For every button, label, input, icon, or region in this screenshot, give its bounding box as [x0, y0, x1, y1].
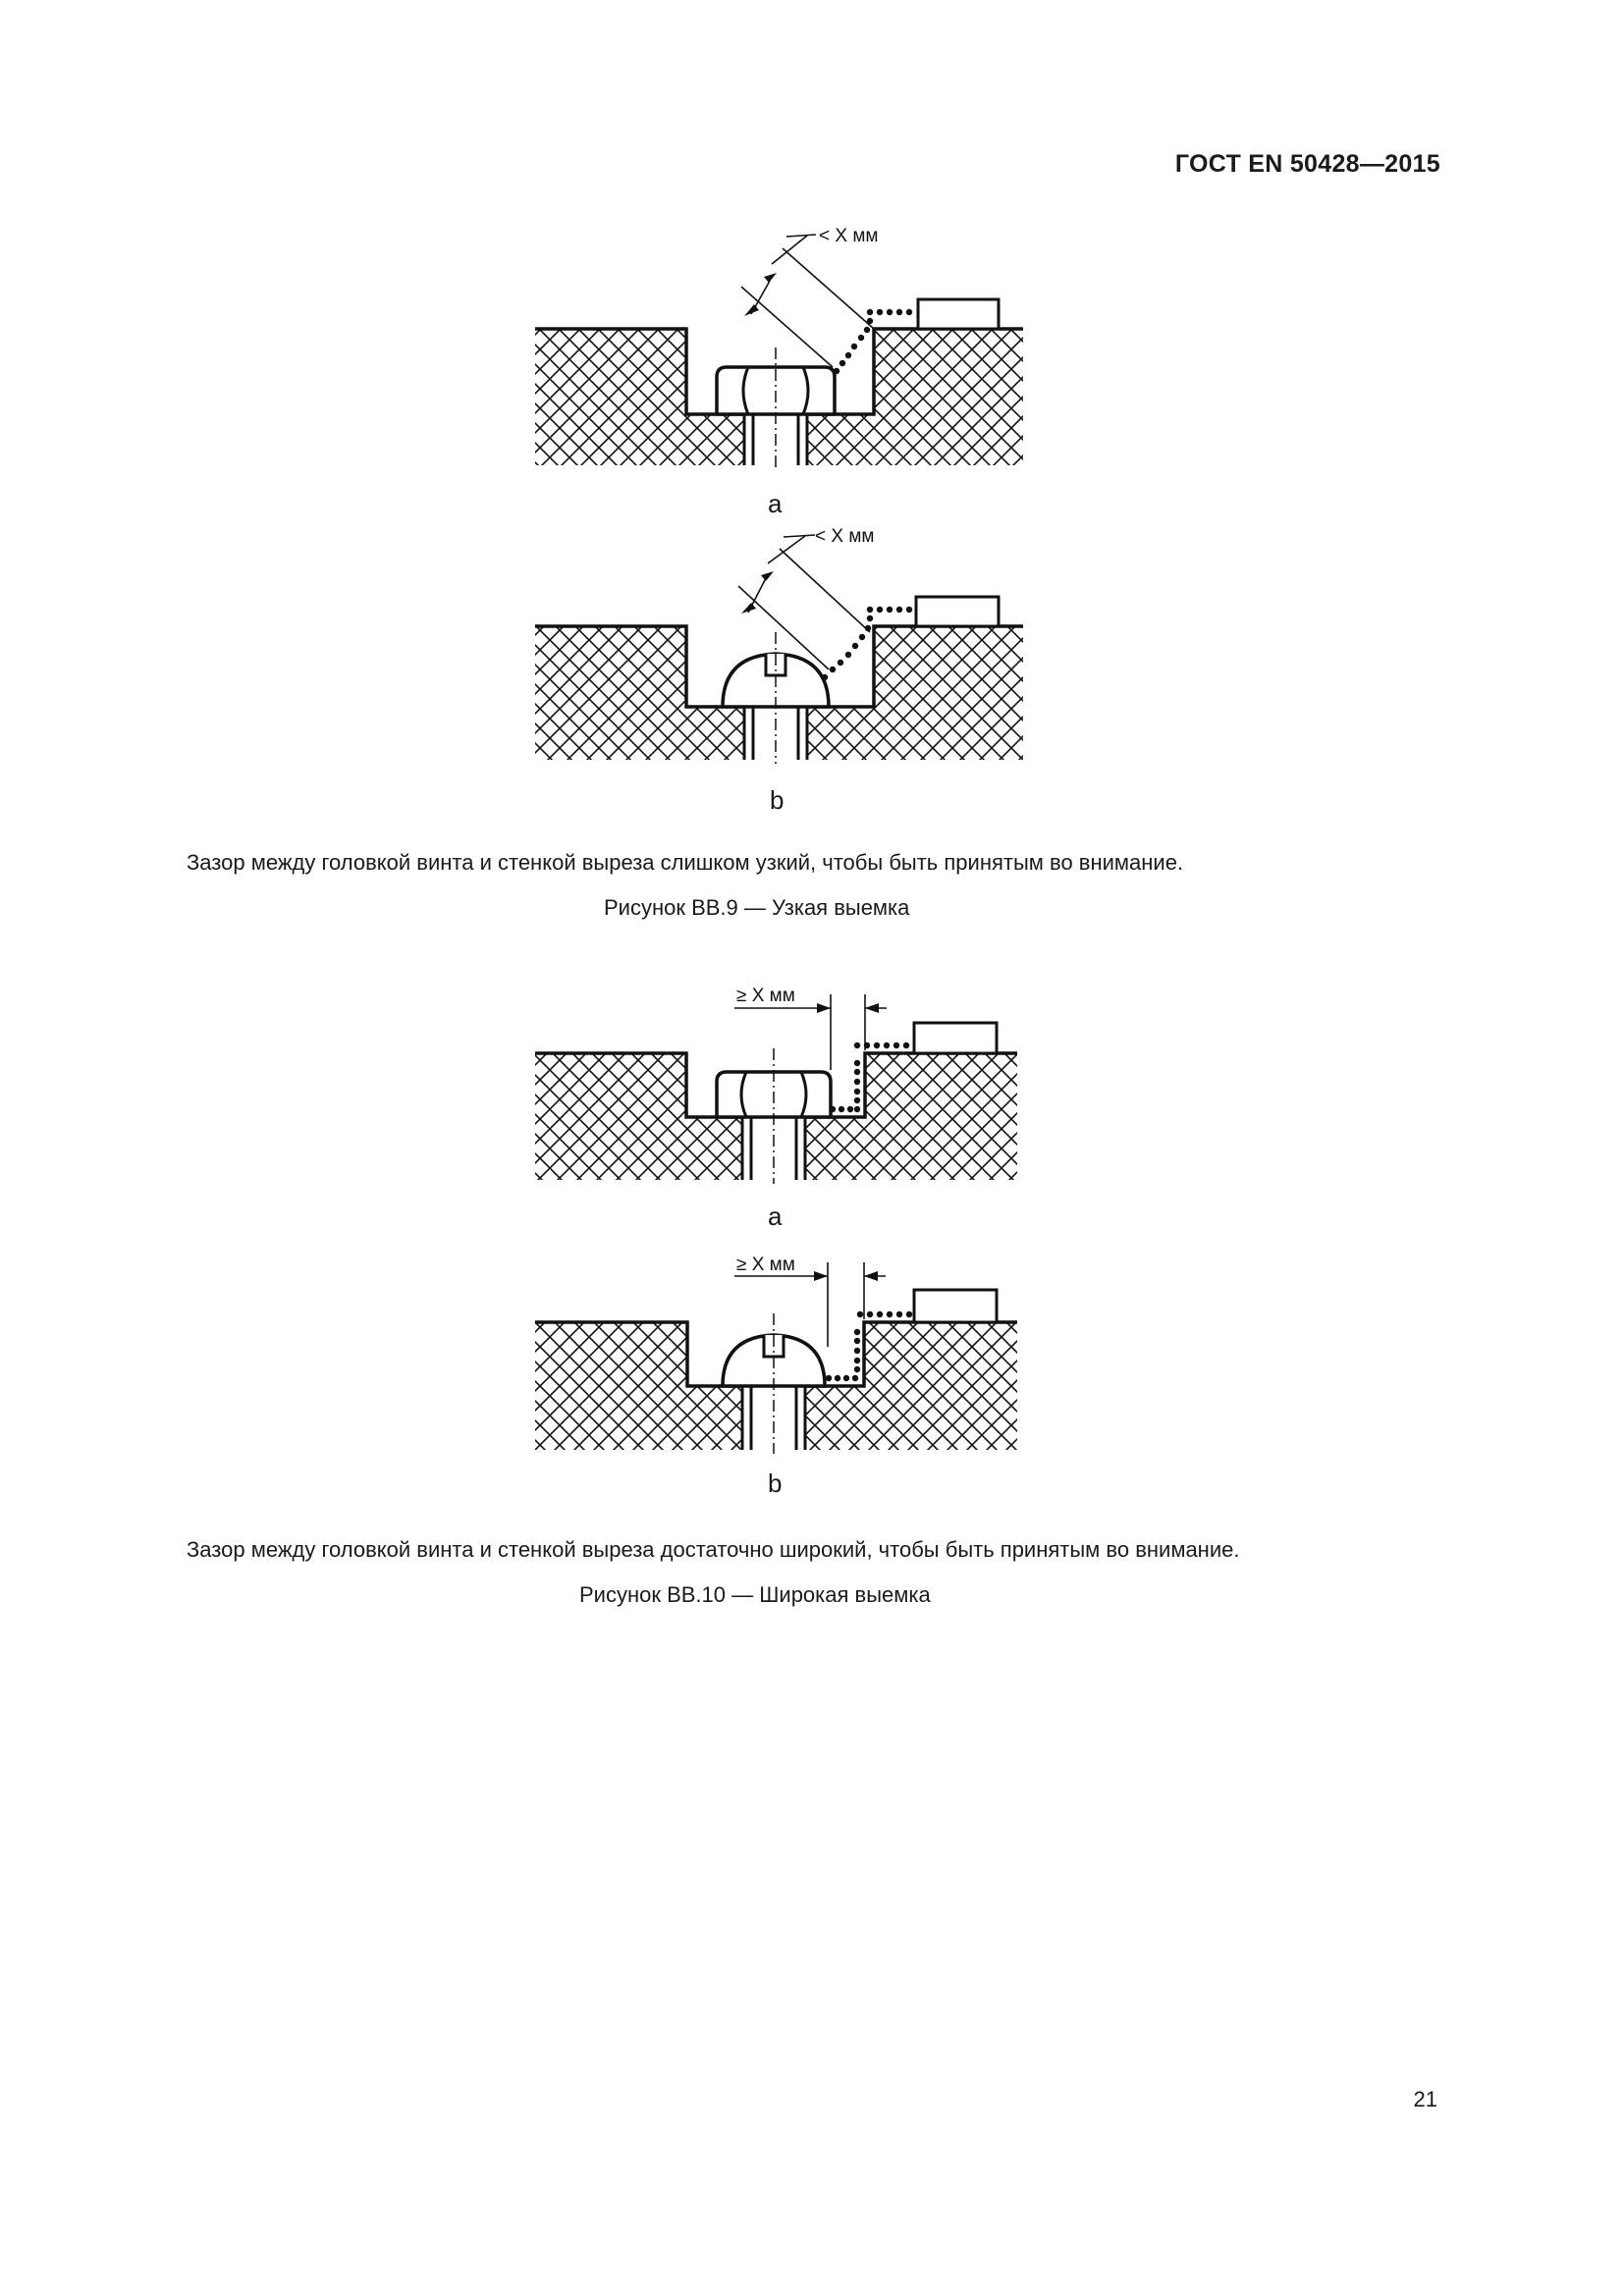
document-header: ГОСТ EN 50428—2015	[1174, 150, 1440, 178]
figure-9b-label: b	[770, 785, 785, 815]
figure-10a-label: a	[768, 1201, 783, 1231]
figure-10-caption: Рисунок ВВ.10 — Широкая выемка	[579, 1582, 931, 1607]
page-number: 21	[1413, 2087, 1437, 2111]
dimension-label: ≥ X мм	[736, 986, 795, 1006]
figure-9-note: Зазор между головкой винта и стенкой выреза слишком узкий, чтобы быть принятым во внимание.	[187, 850, 1184, 875]
figure-10b-diagram	[530, 1239, 1031, 1474]
raised-part	[916, 597, 999, 626]
raised-part	[918, 299, 999, 329]
dimension-label: < X мм	[815, 526, 875, 547]
figure-10b-label: b	[768, 1468, 783, 1498]
figure-9a-diagram	[530, 222, 1031, 477]
dimension-label: < X мм	[819, 226, 879, 246]
figure-9-caption: Рисунок ВВ.9 — Узкая выемка	[604, 895, 910, 920]
dimension-lines	[738, 535, 870, 669]
figure-10a-diagram	[530, 972, 1031, 1198]
raised-part	[914, 1290, 997, 1322]
figure-9b-diagram	[530, 522, 1031, 777]
figure-10-note: Зазор между головкой винта и стенкой выреза достаточно широкий, чтобы быть принятым во внимание.	[187, 1537, 1240, 1562]
dimension-label: ≥ X мм	[736, 1255, 795, 1275]
figure-9a-label: a	[768, 489, 783, 518]
raised-part	[914, 1023, 997, 1053]
